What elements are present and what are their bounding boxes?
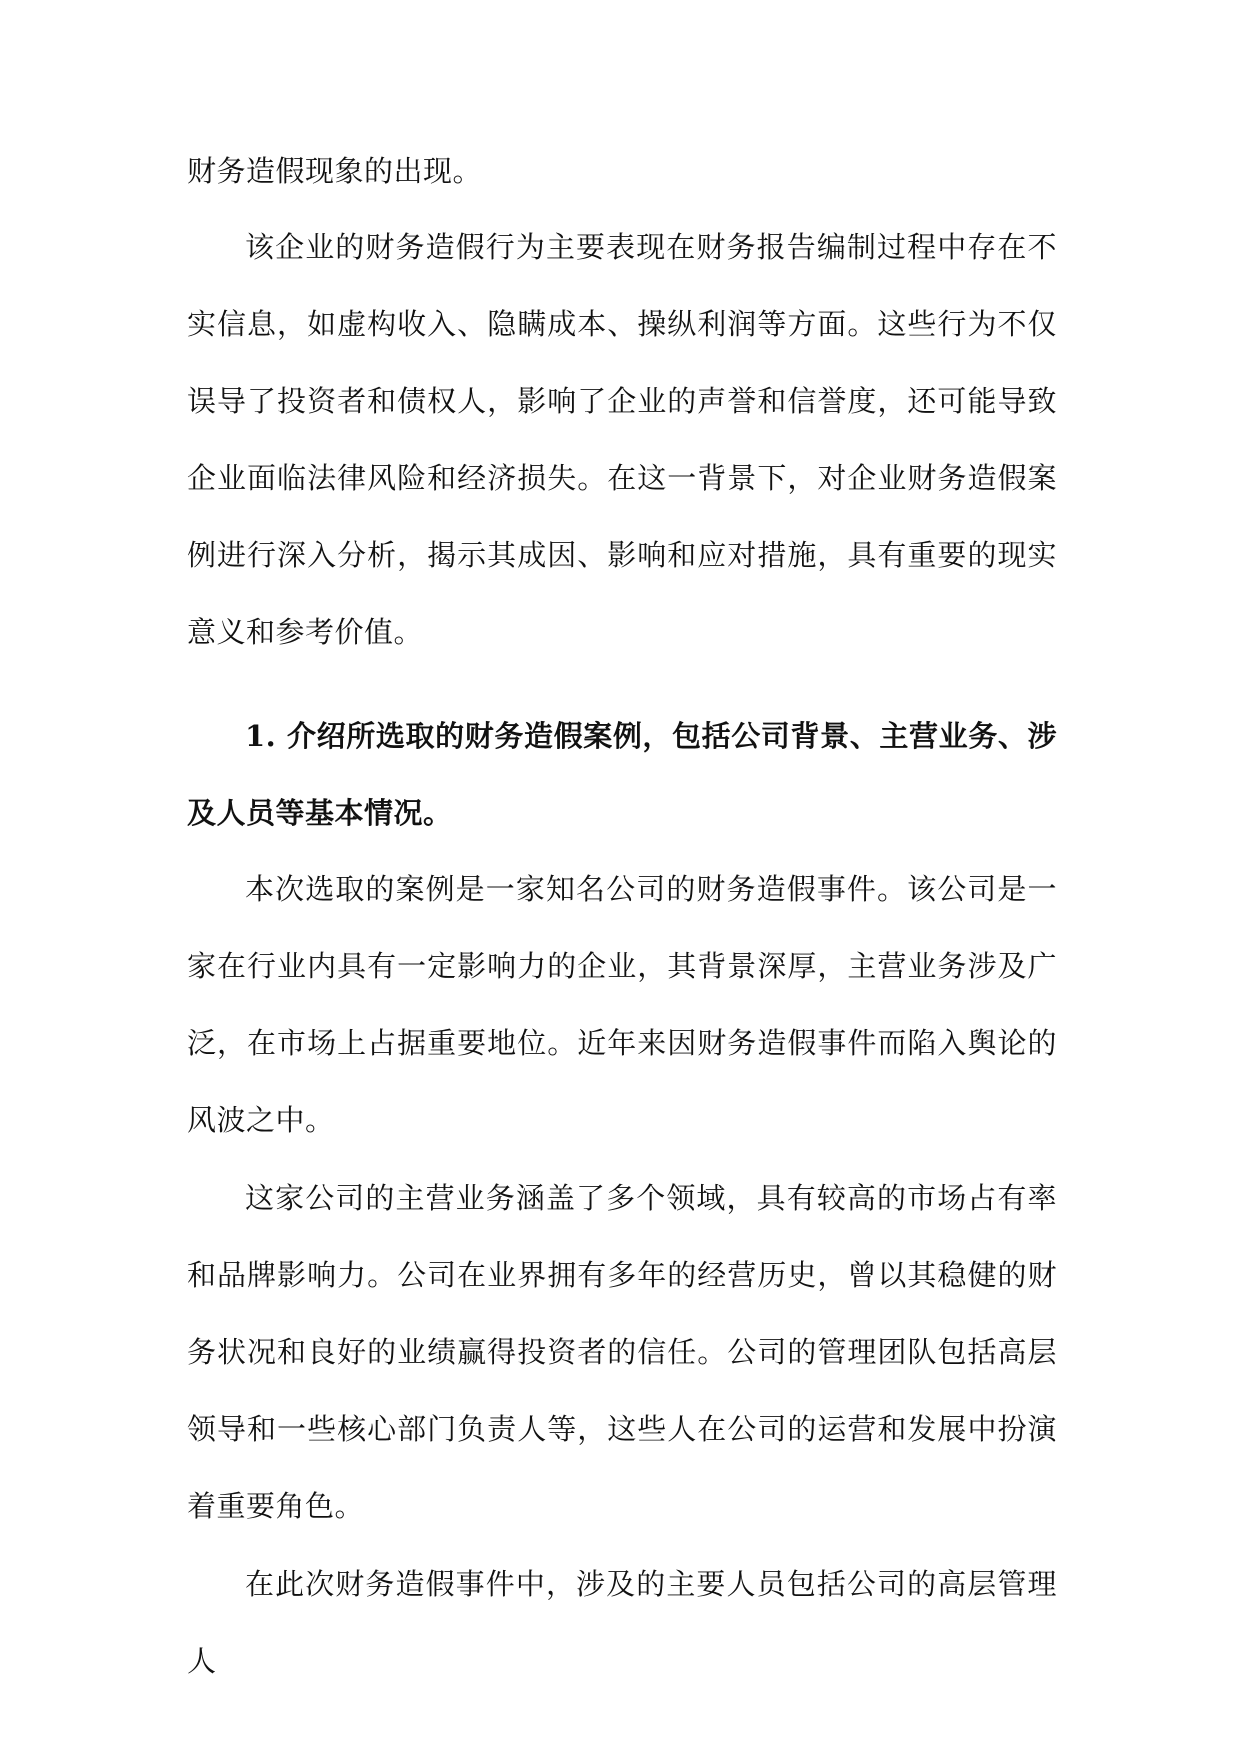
paragraph-background: 该企业的财务造假行为主要表现在财务报告编制过程中存在不实信息，如虚构收入、隐瞒成本、操纵利润等方面。这些行为不仅误导了投资者和债权人，影响了企业的声誉和信誉度，还可能导致企业面临法律风险和经济损失。在这一背景下，对企业财务造假案例进行深入分析，揭示其成因、影响和应对措施，具有重要的现实意义和参考价值。 <box>187 230 1057 649</box>
section-heading: 1. 介绍所选取的财务造假案例，包括公司背景、主营业务、涉及人员等基本情况。 <box>187 719 1057 830</box>
paragraph-continuation: 财务造假现象的出现。 <box>187 154 483 188</box>
paragraph-people: 在此次财务造假事件中，涉及的主要人员包括公司的高层管理人 <box>187 1567 1057 1678</box>
paragraph-case-intro: 本次选取的案例是一家知名公司的财务造假事件。该公司是一家在行业内具有一定影响力的企业，其背景深厚，主营业务涉及广泛，在市场上占据重要地位。近年来因财务造假事件而陷入舆论的风波之中。 <box>187 872 1057 1137</box>
paragraph-business: 这家公司的主营业务涵盖了多个领域，具有较高的市场占有率和品牌影响力。公司在业界拥有多年的经营历史，曾以其稳健的财务状况和良好的业绩赢得投资者的信任。公司的管理团队包括高层领导和一些核心部门负责人等，这些人在公司的运营和发展中扮演着重要角色。 <box>187 1181 1057 1523</box>
